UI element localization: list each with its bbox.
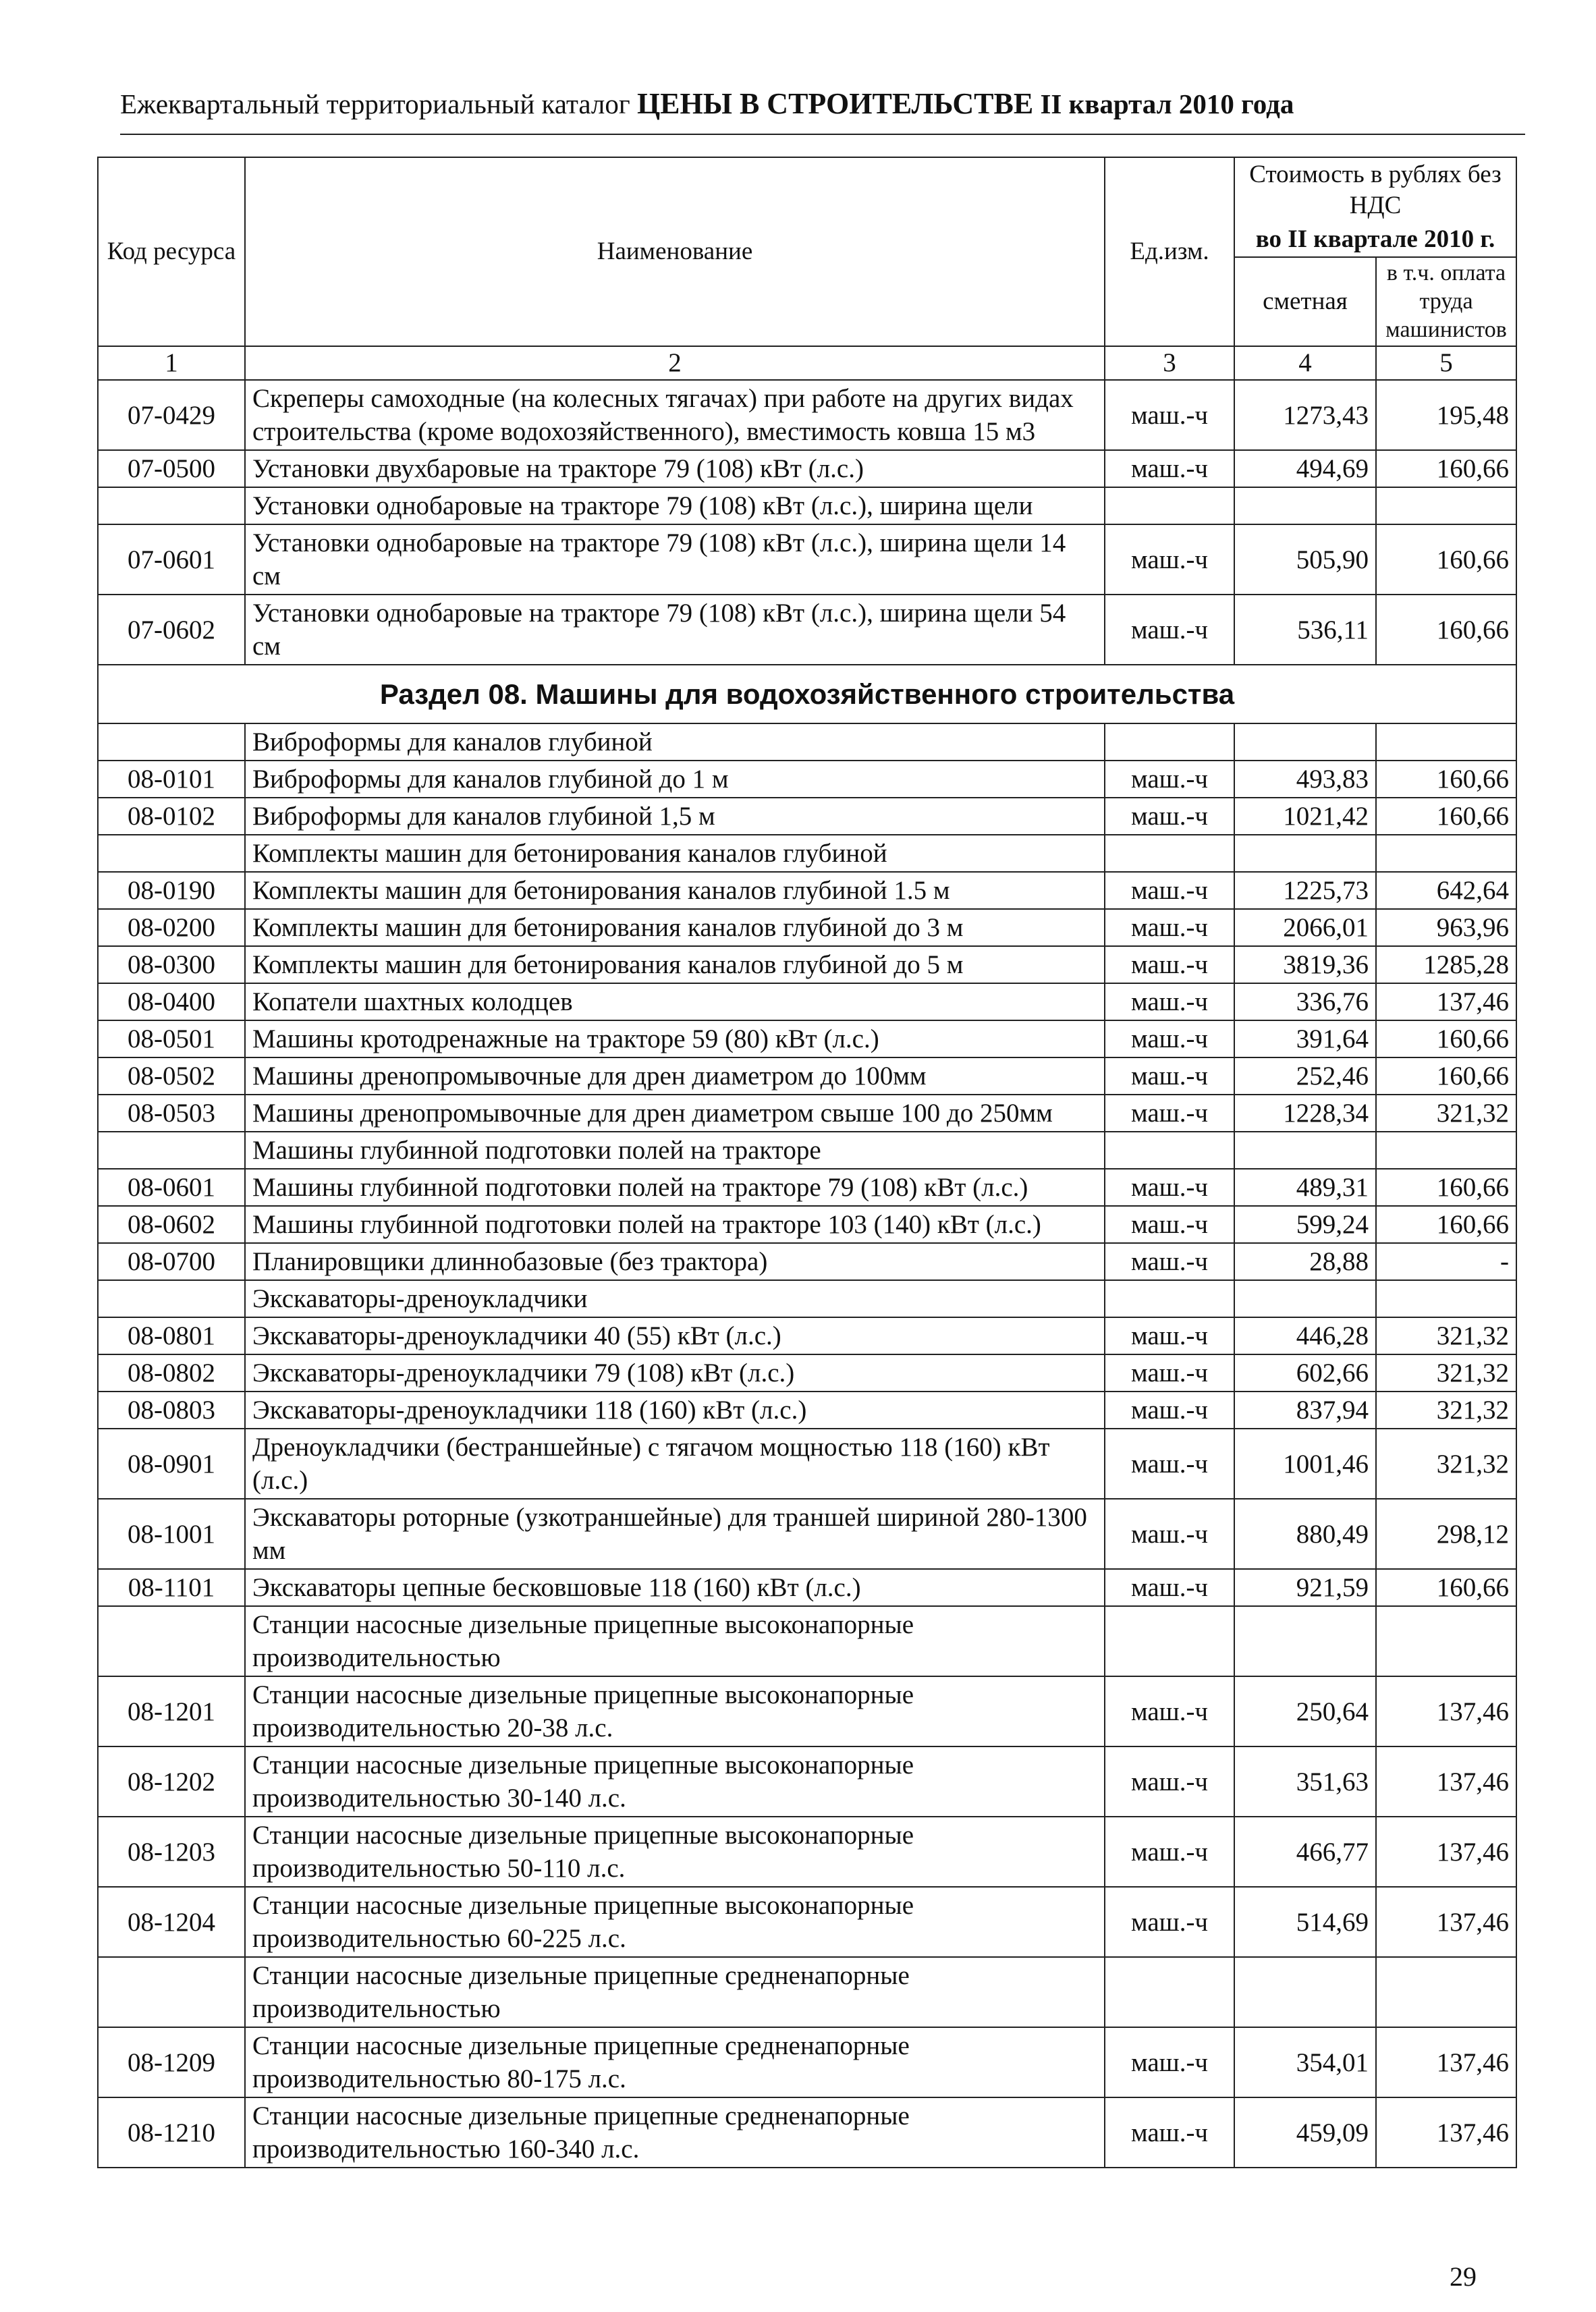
cost-estimate: 493,83 (1234, 761, 1376, 798)
col-header-unit: Ед.изм. (1105, 157, 1234, 346)
cost-wages: 160,66 (1376, 1206, 1516, 1243)
cost-wages: 195,48 (1376, 380, 1516, 450)
resource-code: 08-1001 (98, 1499, 245, 1569)
rows-after-section (98, 723, 1516, 2168)
cost-estimate: 494,69 (1234, 450, 1376, 487)
resource-name: Дреноукладчики (бестраншейные) с тягачом мощностью 118 (160) кВт (л.с.) (245, 1429, 1105, 1499)
table-row (98, 1499, 1516, 1569)
cost-wages: 160,66 (1376, 524, 1516, 595)
cost-wages (1376, 1957, 1516, 2027)
resource-name: Машины дренопромывочные для дрен диаметром свыше 100 до 250мм (245, 1095, 1105, 1132)
cost-wages: 1285,28 (1376, 946, 1516, 983)
resource-code: 07-0601 (98, 524, 245, 595)
resource-unit (1105, 835, 1234, 872)
cost-estimate (1234, 1606, 1376, 1676)
resource-code: 08-1202 (98, 1746, 245, 1817)
resource-name: Машины глубинной подготовки полей на тракторе 79 (108) кВт (л.с.) (245, 1169, 1105, 1206)
table-row (98, 872, 1516, 909)
cost-estimate: 3819,36 (1234, 946, 1376, 983)
cost-estimate: 336,76 (1234, 983, 1376, 1020)
resource-code: 08-1201 (98, 1676, 245, 1746)
cost-wages (1376, 487, 1516, 524)
table-row (98, 1206, 1516, 1243)
resource-code: 08-0802 (98, 1354, 245, 1392)
col-header-quarter: во II квартале 2010 г. (1234, 223, 1516, 257)
resource-name: Планировщики длиннобазовые (без трактора) (245, 1243, 1105, 1280)
resource-code (98, 487, 245, 524)
cost-estimate: 250,64 (1234, 1676, 1376, 1746)
resource-code: 08-0601 (98, 1169, 245, 1206)
resource-name: Комплекты машин для бетонирования каналов глубиной (245, 835, 1105, 872)
table-row (98, 1569, 1516, 1606)
cost-wages: 160,66 (1376, 798, 1516, 835)
cost-wages (1376, 723, 1516, 761)
resource-name: Виброформы для каналов глубиной (245, 723, 1105, 761)
section-title: Раздел 08. Машины для водохозяйственного строительства (98, 665, 1516, 723)
resource-code: 08-0700 (98, 1243, 245, 1280)
resource-unit (1105, 1280, 1234, 1317)
resource-name: Экскаваторы-дреноукладчики (245, 1280, 1105, 1317)
resource-unit: маш.-ч (1105, 1057, 1234, 1095)
column-number: 2 (245, 346, 1105, 380)
cost-wages: 321,32 (1376, 1095, 1516, 1132)
resource-name: Виброформы для каналов глубиной 1,5 м (245, 798, 1105, 835)
resource-code: 07-0429 (98, 380, 245, 450)
resource-name: Экскаваторы-дреноукладчики 79 (108) кВт (л.с.) (245, 1354, 1105, 1392)
table-row (98, 1746, 1516, 1817)
resource-unit: маш.-ч (1105, 1169, 1234, 1206)
cost-wages: 321,32 (1376, 1354, 1516, 1392)
table-row (98, 450, 1516, 487)
cost-estimate: 1021,42 (1234, 798, 1376, 835)
table-row (98, 1429, 1516, 1499)
cost-wages (1376, 1606, 1516, 1676)
cost-wages: 160,66 (1376, 1057, 1516, 1095)
table-row (98, 761, 1516, 798)
resource-code: 08-1209 (98, 2027, 245, 2097)
cost-estimate: 602,66 (1234, 1354, 1376, 1392)
cost-estimate: 1273,43 (1234, 380, 1376, 450)
resource-code (98, 1280, 245, 1317)
table-row (98, 723, 1516, 761)
cost-wages: 137,46 (1376, 2097, 1516, 2168)
resource-code: 08-1101 (98, 1569, 245, 1606)
cost-wages (1376, 1132, 1516, 1169)
cost-estimate: 459,09 (1234, 2097, 1376, 2168)
cost-estimate: 489,31 (1234, 1169, 1376, 1206)
cost-wages: - (1376, 1243, 1516, 1280)
resource-name: Станции насосные дизельные прицепные высоконапорные производительностью 60-225 л.с. (245, 1887, 1105, 1957)
cost-estimate: 2066,01 (1234, 909, 1376, 946)
header-prefix: Ежеквартальный территориальный каталог (120, 88, 630, 119)
resource-unit: маш.-ч (1105, 380, 1234, 450)
header-title: ЦЕНЫ В СТРОИТЕЛЬСТВЕ (636, 87, 1034, 120)
resource-code: 08-0102 (98, 798, 245, 835)
resource-name: Экскаваторы-дреноукладчики 118 (160) кВт (л.с.) (245, 1392, 1105, 1429)
cost-wages: 963,96 (1376, 909, 1516, 946)
resource-unit: маш.-ч (1105, 1392, 1234, 1429)
cost-wages: 321,32 (1376, 1317, 1516, 1354)
cost-estimate: 837,94 (1234, 1392, 1376, 1429)
cost-estimate: 1001,46 (1234, 1429, 1376, 1499)
resource-unit: маш.-ч (1105, 1887, 1234, 1957)
resource-code: 08-0400 (98, 983, 245, 1020)
price-table (97, 157, 1517, 2168)
table-row (98, 1606, 1516, 1676)
resource-unit: маш.-ч (1105, 2027, 1234, 2097)
table-row (98, 946, 1516, 983)
cost-wages: 160,66 (1376, 1569, 1516, 1606)
col-header-estimate: сметная (1234, 257, 1376, 346)
resource-code: 08-0502 (98, 1057, 245, 1095)
table-row (98, 1887, 1516, 1957)
table-row (98, 595, 1516, 665)
resource-code: 08-0801 (98, 1317, 245, 1354)
table-row (98, 1095, 1516, 1132)
cost-wages: 321,32 (1376, 1429, 1516, 1499)
cost-wages: 137,46 (1376, 983, 1516, 1020)
cost-wages: 160,66 (1376, 595, 1516, 665)
resource-code (98, 723, 245, 761)
cost-estimate: 391,64 (1234, 1020, 1376, 1057)
resource-unit: маш.-ч (1105, 1499, 1234, 1569)
column-numbers-row (98, 346, 1516, 380)
resource-name: Станции насосные дизельные прицепные высоконапорные производительностью 30-140 л.с. (245, 1746, 1105, 1817)
cost-wages (1376, 835, 1516, 872)
resource-unit: маш.-ч (1105, 1206, 1234, 1243)
resource-name: Станции насосные дизельные прицепные высоконапорные производительностью 50-110 л.с. (245, 1817, 1105, 1887)
cost-estimate: 505,90 (1234, 524, 1376, 595)
resource-unit: маш.-ч (1105, 909, 1234, 946)
header-rule (120, 134, 1525, 135)
column-number: 3 (1105, 346, 1234, 380)
page-header (120, 86, 1524, 134)
col-header-cost-group (1234, 157, 1516, 223)
cost-wages: 160,66 (1376, 761, 1516, 798)
cost-estimate: 354,01 (1234, 2027, 1376, 2097)
resource-unit: маш.-ч (1105, 1095, 1234, 1132)
resource-code: 08-1203 (98, 1817, 245, 1887)
resource-code: 08-0803 (98, 1392, 245, 1429)
resource-name: Станции насосные дизельные прицепные высоконапорные производительностью (245, 1606, 1105, 1676)
resource-name: Комплекты машин для бетонирования каналов глубиной до 3 м (245, 909, 1105, 946)
cost-wages: 160,66 (1376, 450, 1516, 487)
resource-name: Станции насосные дизельные прицепные высоконапорные производительностью 20-38 л.с. (245, 1676, 1105, 1746)
col-header-wages: в т.ч. оплата труда машинистов (1376, 257, 1516, 346)
resource-unit: маш.-ч (1105, 983, 1234, 1020)
resource-unit: маш.-ч (1105, 1354, 1234, 1392)
resource-unit: маш.-ч (1105, 2097, 1234, 2168)
table-row (98, 487, 1516, 524)
cost-group-label: Стоимость в рублях без НДС (1249, 161, 1502, 219)
cost-wages: 298,12 (1376, 1499, 1516, 1569)
resource-code: 07-0602 (98, 595, 245, 665)
table-row (98, 909, 1516, 946)
resource-code: 08-0602 (98, 1206, 245, 1243)
resource-name: Экскаваторы цепные бесковшовые 118 (160) кВт (л.с.) (245, 1569, 1105, 1606)
cost-estimate: 921,59 (1234, 1569, 1376, 1606)
table-row (98, 1169, 1516, 1206)
table-row (98, 835, 1516, 872)
resource-name: Копатели шахтных колодцев (245, 983, 1105, 1020)
resource-name: Машины глубинной подготовки полей на тракторе 103 (140) кВт (л.с.) (245, 1206, 1105, 1243)
cost-estimate (1234, 723, 1376, 761)
header-period: II квартал 2010 года (1040, 88, 1294, 119)
table-row (98, 1354, 1516, 1392)
cost-estimate: 252,46 (1234, 1057, 1376, 1095)
cost-estimate (1234, 1132, 1376, 1169)
page-number: 29 (1450, 2261, 1477, 2292)
cost-wages: 642,64 (1376, 872, 1516, 909)
resource-unit: маш.-ч (1105, 761, 1234, 798)
resource-unit (1105, 1132, 1234, 1169)
table-row (98, 1132, 1516, 1169)
table-row (98, 798, 1516, 835)
resource-unit (1105, 723, 1234, 761)
resource-unit (1105, 1606, 1234, 1676)
cost-wages (1376, 1280, 1516, 1317)
resource-name: Станции насосные дизельные прицепные средненапорные производительностью (245, 1957, 1105, 2027)
resource-name: Установки однобаровые на тракторе 79 (108) кВт (л.с.), ширина щели 14 см (245, 524, 1105, 595)
resource-code: 08-0501 (98, 1020, 245, 1057)
column-number: 4 (1234, 346, 1376, 380)
resource-unit (1105, 487, 1234, 524)
cost-wages: 160,66 (1376, 1169, 1516, 1206)
resource-name: Комплекты машин для бетонирования каналов глубиной 1.5 м (245, 872, 1105, 909)
cost-wages: 160,66 (1376, 1020, 1516, 1057)
resource-unit: маш.-ч (1105, 1317, 1234, 1354)
cost-wages: 137,46 (1376, 1746, 1516, 1817)
table-row (98, 524, 1516, 595)
resource-unit: маш.-ч (1105, 1020, 1234, 1057)
cost-wages: 137,46 (1376, 1887, 1516, 1957)
resource-name: Станции насосные дизельные прицепные средненапорные производительностью 80-175 л.с. (245, 2027, 1105, 2097)
resource-unit: маш.-ч (1105, 1676, 1234, 1746)
resource-unit: маш.-ч (1105, 595, 1234, 665)
resource-code (98, 1606, 245, 1676)
resource-unit: маш.-ч (1105, 1817, 1234, 1887)
resource-name: Машины глубинной подготовки полей на тракторе (245, 1132, 1105, 1169)
col-header-code: Код ресурса (98, 157, 245, 346)
resource-code: 08-0503 (98, 1095, 245, 1132)
resource-unit: маш.-ч (1105, 1569, 1234, 1606)
resource-name: Станции насосные дизельные прицепные средненапорные производительностью 160-340 л.с. (245, 2097, 1105, 2168)
resource-unit: маш.-ч (1105, 524, 1234, 595)
table-row (98, 1676, 1516, 1746)
cost-wages: 137,46 (1376, 1817, 1516, 1887)
cost-estimate: 466,77 (1234, 1817, 1376, 1887)
resource-code: 08-1204 (98, 1887, 245, 1957)
resource-unit (1105, 1957, 1234, 2027)
cost-wages: 137,46 (1376, 1676, 1516, 1746)
resource-unit: маш.-ч (1105, 1429, 1234, 1499)
cost-wages: 137,46 (1376, 2027, 1516, 2097)
table-row (98, 1817, 1516, 1887)
table-row (98, 1243, 1516, 1280)
cost-estimate (1234, 1280, 1376, 1317)
cost-estimate: 880,49 (1234, 1499, 1376, 1569)
resource-name: Установки однобаровые на тракторе 79 (108) кВт (л.с.), ширина щели 54 см (245, 595, 1105, 665)
cost-estimate (1234, 835, 1376, 872)
resource-name: Виброформы для каналов глубиной до 1 м (245, 761, 1105, 798)
cost-estimate: 1228,34 (1234, 1095, 1376, 1132)
column-number: 5 (1376, 346, 1516, 380)
resource-name: Экскаваторы-дреноукладчики 40 (55) кВт (л.с.) (245, 1317, 1105, 1354)
resource-code (98, 1132, 245, 1169)
resource-unit: маш.-ч (1105, 946, 1234, 983)
resource-code: 08-0101 (98, 761, 245, 798)
resource-name: Комплекты машин для бетонирования каналов глубиной до 5 м (245, 946, 1105, 983)
resource-code: 08-0901 (98, 1429, 245, 1499)
resource-unit: маш.-ч (1105, 872, 1234, 909)
table-row (98, 1280, 1516, 1317)
resource-unit: маш.-ч (1105, 1243, 1234, 1280)
resource-code: 08-1210 (98, 2097, 245, 2168)
rows-before-section (98, 380, 1516, 665)
section-row (98, 665, 1516, 723)
resource-code: 08-0300 (98, 946, 245, 983)
resource-code (98, 1957, 245, 2027)
cost-estimate: 1225,73 (1234, 872, 1376, 909)
cost-estimate (1234, 487, 1376, 524)
cost-estimate: 351,63 (1234, 1746, 1376, 1817)
resource-name: Экскаваторы роторные (узкотраншейные) для траншей шириной 280-1300 мм (245, 1499, 1105, 1569)
resource-unit: маш.-ч (1105, 1746, 1234, 1817)
table-row (98, 2097, 1516, 2168)
resource-name: Установки двухбаровые на тракторе 79 (108) кВт (л.с.) (245, 450, 1105, 487)
col-header-name: Наименование (245, 157, 1105, 346)
table-row (98, 1392, 1516, 1429)
cost-estimate: 28,88 (1234, 1243, 1376, 1280)
resource-code: 07-0500 (98, 450, 245, 487)
cost-estimate: 514,69 (1234, 1887, 1376, 1957)
table-row (98, 1957, 1516, 2027)
resource-name: Скреперы самоходные (на колесных тягачах) при работе на других видах строительства (кроме водохозяйственного), вместимость ковша 15 м3 (245, 380, 1105, 450)
cost-estimate (1234, 1957, 1376, 2027)
resource-name: Установки однобаровые на тракторе 79 (108) кВт (л.с.), ширина щели (245, 487, 1105, 524)
resource-code (98, 835, 245, 872)
resource-code: 08-0190 (98, 872, 245, 909)
resource-unit: маш.-ч (1105, 798, 1234, 835)
resource-name: Машины дренопромывочные для дрен диаметром до 100мм (245, 1057, 1105, 1095)
cost-wages: 321,32 (1376, 1392, 1516, 1429)
table-row (98, 1057, 1516, 1095)
resource-name: Машины кротодренажные на тракторе 59 (80) кВт (л.с.) (245, 1020, 1105, 1057)
table-row (98, 1317, 1516, 1354)
column-number: 1 (98, 346, 245, 380)
cost-estimate: 446,28 (1234, 1317, 1376, 1354)
table-row (98, 2027, 1516, 2097)
resource-unit: маш.-ч (1105, 450, 1234, 487)
cost-estimate: 599,24 (1234, 1206, 1376, 1243)
cost-estimate: 536,11 (1234, 595, 1376, 665)
table-row (98, 983, 1516, 1020)
table-row (98, 380, 1516, 450)
table-row (98, 1020, 1516, 1057)
resource-code: 08-0200 (98, 909, 245, 946)
